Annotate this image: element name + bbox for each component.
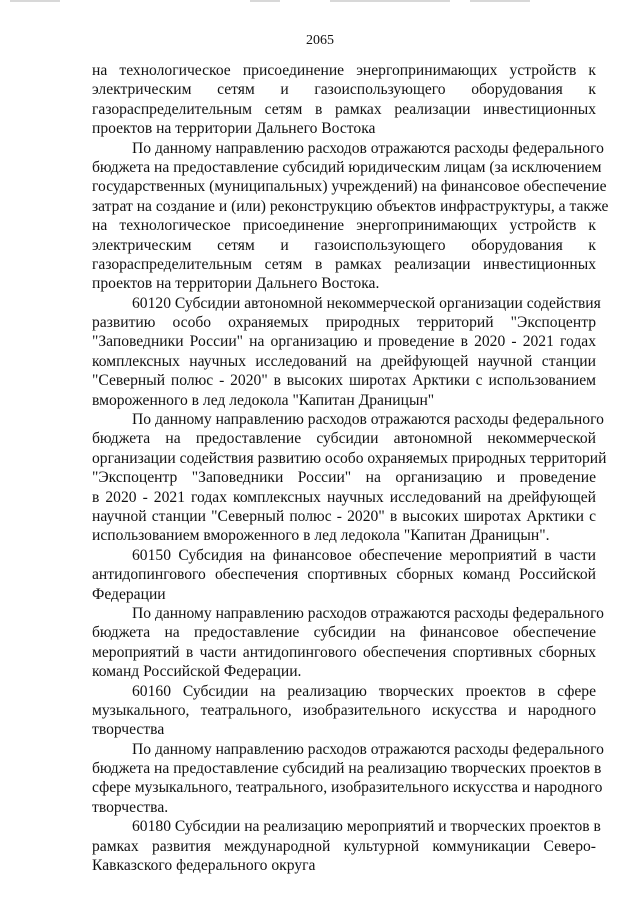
text-line: на технологическое присоединение энергопринимающих устройств к: [92, 217, 596, 235]
text-line: комплексных научных исследований на дрейфующей научной станции: [92, 352, 596, 370]
text-line: творчества: [92, 721, 165, 739]
text-line: бюджета на предоставление субсидии на финансовое обеспечение: [92, 624, 596, 642]
paragraph: [92, 546, 596, 604]
paragraph: [92, 61, 596, 139]
text-line: развитию особо охраняемых природных территорий "Экспоцентр: [92, 314, 596, 332]
text-line: Кавказского федерального округа: [92, 857, 316, 875]
text-line: бюджета на предоставление субсидии автономной некоммерческой: [92, 430, 596, 448]
text-line: газораспределительным сетям в рамках реализации инвестиционных: [92, 100, 596, 118]
text-line: научной станции "Северный полюс - 2020" в высоких широтах Арктики с: [92, 507, 596, 525]
paragraph: [92, 294, 601, 410]
paragraph: [92, 604, 604, 682]
text-line: "Заповедники России" на организацию и проведение в 2020 - 2021 годах: [92, 333, 596, 351]
text-line: По данному направлению расходов отражаются расходы федерального: [132, 139, 604, 157]
text-line: 60150 Субсидия на финансовое обеспечение мероприятий в части: [132, 546, 596, 564]
document-body: [92, 61, 609, 875]
page-number: 2065: [306, 33, 334, 48]
text-line: бюджета на предоставление субсидий юридическим лицам (за исключением: [92, 158, 602, 176]
text-line: электрическим сетям и газоиспользующего оборудования к: [92, 236, 596, 254]
text-line: команд Российской Федерации.: [92, 663, 302, 681]
text-line: 60120 Субсидии автономной некоммерческой организации содействия: [132, 294, 601, 312]
text-line: электрическим сетям и газоиспользующего оборудования к: [92, 81, 596, 99]
text-line: "Северный полюс - 2020" в высоких широтах Арктики с использованием: [92, 372, 596, 390]
text-line: рамках развития международной культурной коммуникации Северо-: [92, 837, 596, 855]
paragraph: [92, 817, 601, 875]
scan-edge-artifact: [0, 0, 640, 4]
text-line: на технологическое присоединение энергопринимающих устройств к: [92, 62, 596, 79]
text-line: использованием вмороженного в лед ледокола "Капитан Драницын".: [92, 527, 550, 545]
text-line: По данному направлению расходов отражаются расходы федерального: [132, 740, 604, 758]
text-line: затрат на создание и (или) реконструкцию объектов инфраструктуры, а также: [92, 197, 609, 215]
text-line: мероприятий в части антидопингового обеспечения спортивных сборных: [92, 643, 596, 661]
paragraph: [92, 139, 609, 294]
text-line: 60180 Субсидии на реализацию мероприятий и творческих проектов в: [132, 818, 601, 836]
text-line: государственных (муниципальных) учреждений) на финансовое обеспечение: [92, 178, 607, 196]
paragraph: [92, 740, 604, 818]
text-line: вмороженного в лед ледокола "Капитан Драницын": [92, 391, 435, 409]
paragraph: [92, 410, 607, 546]
text-line: По данному направлению расходов отражаются расходы федерального: [132, 411, 604, 429]
text-line: музыкального, театрального, изобразительного искусства и народного: [92, 701, 596, 719]
text-line: По данному направлению расходов отражаются расходы федерального: [132, 604, 604, 622]
text-line: в 2020 - 2021 годах комплексных научных исследований на дрейфующей: [92, 488, 596, 506]
text-line: проектов на территории Дальнего Востока.: [92, 275, 380, 293]
text-line: Федерации: [92, 585, 166, 603]
text-line: "Экспоцентр "Заповедники России" на организацию и проведение: [92, 469, 596, 487]
text-line: сфере музыкального, театрального, изобразительного искусства и народного: [92, 779, 603, 797]
paragraph: [92, 682, 596, 740]
text-line: антидопингового обеспечения спортивных сборных команд Российской: [92, 566, 596, 584]
text-line: бюджета на предоставление субсидий на реализацию творческих проектов в: [92, 760, 602, 778]
text-line: 60160 Субсидии на реализацию творческих проектов в сфере: [132, 682, 596, 700]
text-line: организации содействия развитию особо охраняемых природных территорий: [92, 449, 607, 467]
text-line: газораспределительным сетям в рамках реализации инвестиционных: [92, 255, 596, 273]
text-line: проектов на территории Дальнего Востока: [92, 120, 376, 138]
text-line: творчества.: [92, 798, 169, 816]
